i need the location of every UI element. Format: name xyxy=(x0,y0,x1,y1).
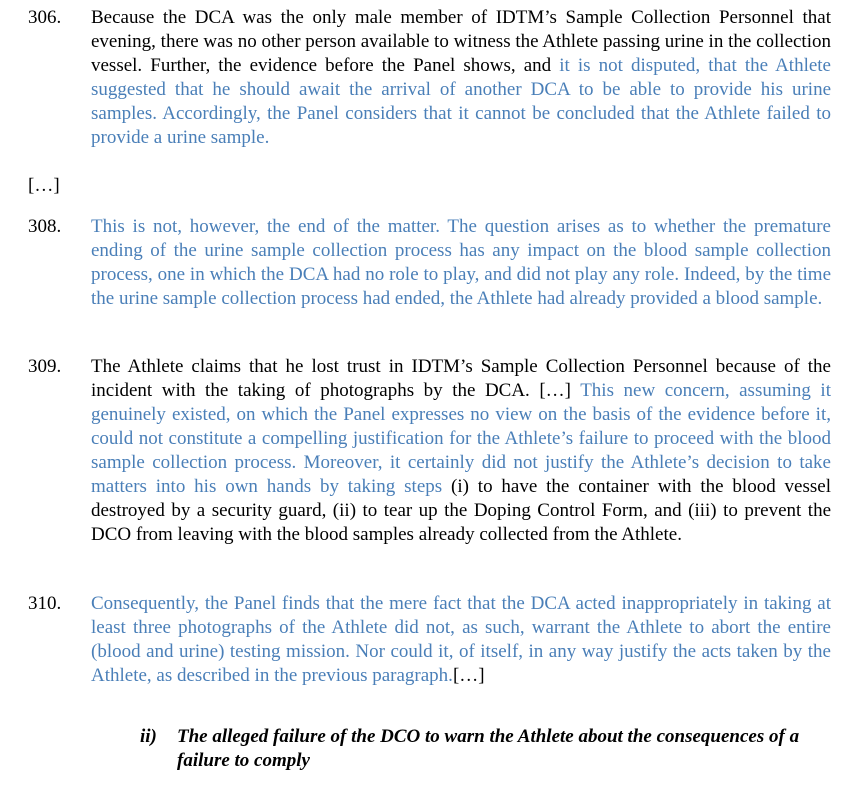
text-segment: Because the DCA was the only male member of IDTM’s Sample Collection Personnel that evening, there was no other person available to witness the Athlete passing urine in the collection vessel. Further, the evidence before the Panel shows, and xyxy=(91,7,831,76)
paragraph-number: 306. xyxy=(28,7,62,28)
text-segment: (i) to have the container with the blood vessel destroyed by a security guard, (ii) to tear up the Doping Control Form, and (iii) to prevent the DCO from leaving with the blood samples already collected from the Athlete. xyxy=(91,476,831,545)
highlighted-text-segment: Consequently, the Panel finds that the mere fact that the DCA acted inappropriately in taking at least three photographs of the Athlete did not, as such, warrant the Athlete to abort the entire (blood and urine) testing mission. Nor could it, of itself, in any way justify the acts taken by the Athlete, as described in the previous paragraph. xyxy=(91,593,831,686)
paragraph-body xyxy=(91,6,831,150)
paragraph-body xyxy=(91,592,831,688)
omission-marker: […] xyxy=(28,175,60,196)
paragraph-body xyxy=(91,355,831,547)
paragraph-number: 308. xyxy=(28,216,62,237)
highlighted-text-segment: it is not disputed, that the Athlete suggested that he should await the arrival of another DCA to be able to provide his urine samples. Accordingly, the Panel considers that it cannot be concluded that the Athlete failed to provide a urine sample. xyxy=(91,55,831,148)
heading-text: The alleged failure of the DCO to warn the Athlete about the consequences of a failure to comply xyxy=(177,726,800,771)
highlighted-text-segment: This new concern, assuming it genuinely existed, on which the Panel expresses no view on the basis of the evidence before it, could not constitute a compelling justification for the Athlete’s failure to proceed with the blood sample collection process. Moreover, it certainly did not justify the Athlete’s decision to take matters into his own hands by taking steps xyxy=(91,380,831,497)
paragraph-number: 309. xyxy=(28,356,62,377)
paragraph-number: 310. xyxy=(28,593,62,614)
heading-number: ii) xyxy=(140,726,157,747)
paragraph-body xyxy=(91,215,831,311)
highlighted-text-segment: This is not, however, the end of the matter. The question arises as to whether the premature ending of the urine sample collection process has any impact on the blood sample collection process, one in which the DCA had no role to play, and did not play any role. Indeed, by the time the urine sample collection process had ended, the Athlete had already provided a blood sample. xyxy=(91,216,831,309)
text-segment: The Athlete claims that he lost trust in IDTM’s Sample Collection Personnel because of the incident with the taking of photographs by the DCA. […] xyxy=(91,356,831,401)
text-segment: […] xyxy=(452,665,485,686)
